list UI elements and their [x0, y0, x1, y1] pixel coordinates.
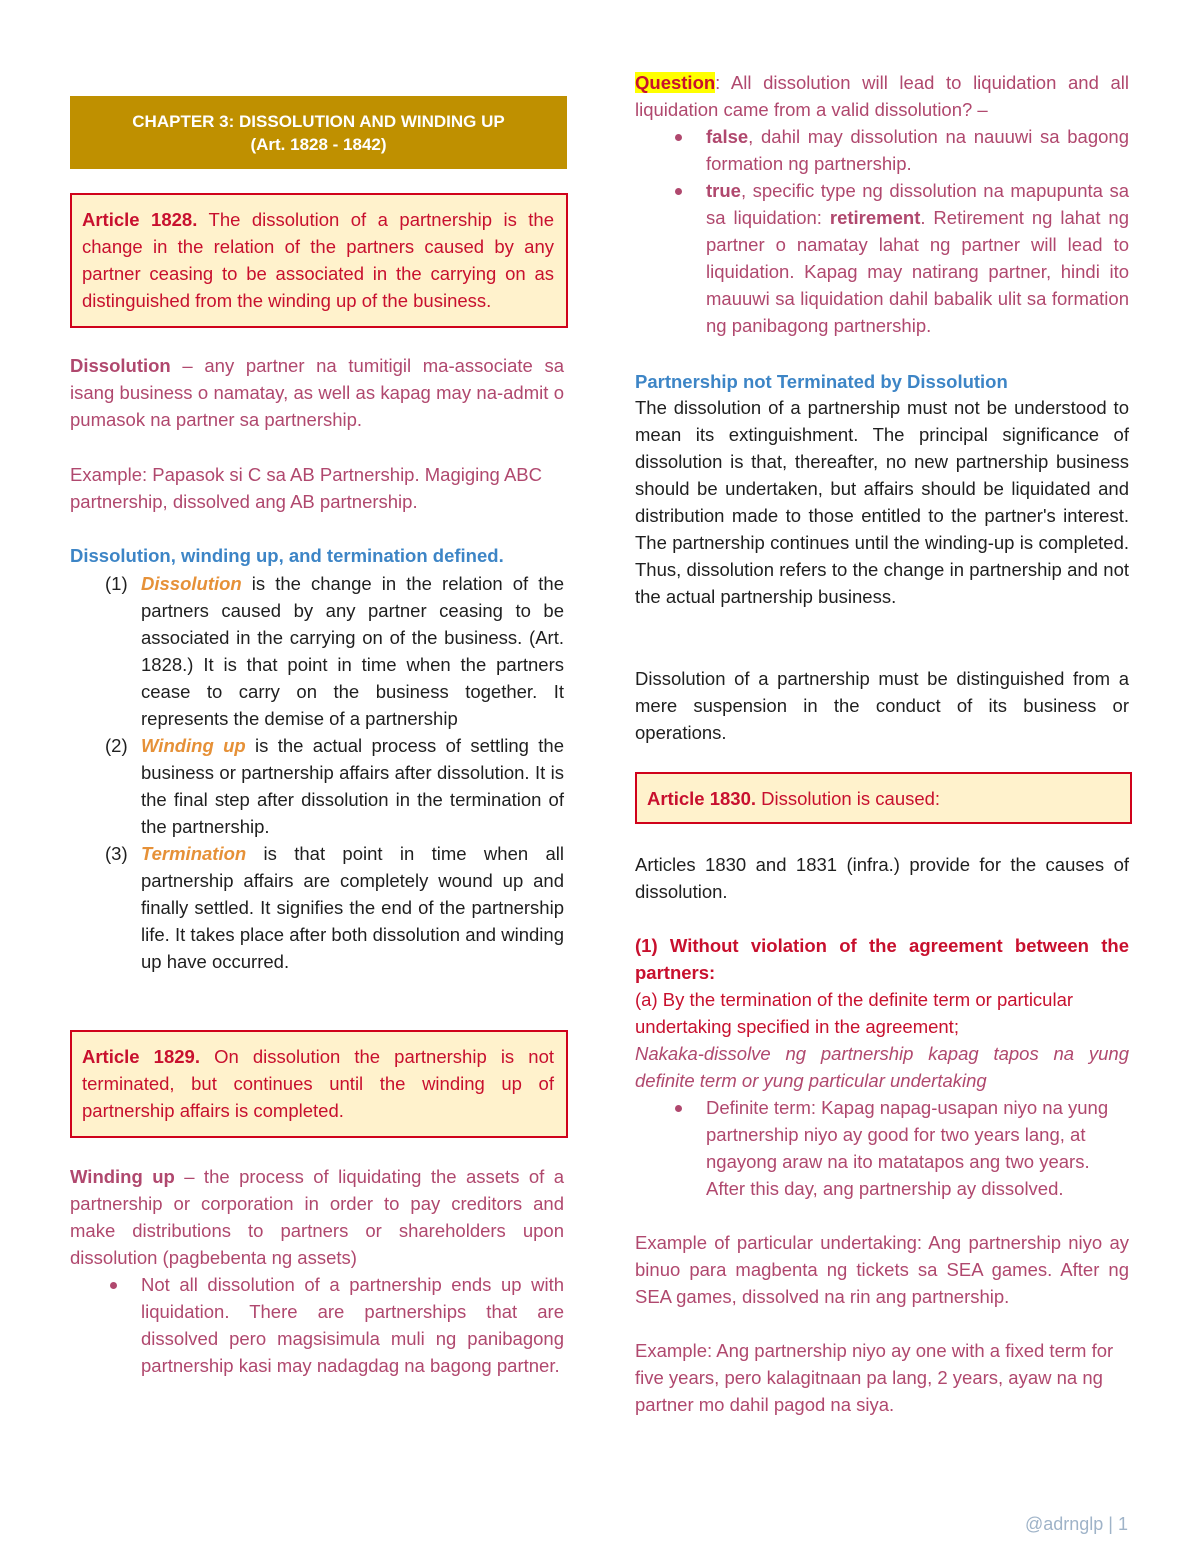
defined-heading: Dissolution, winding up, and termination defined. — [70, 545, 504, 566]
list-item — [70, 570, 564, 732]
example-fixed-term: Example: Ang partnership niyo ay one with a fixed term for five years, pero kalagitnaan pa lang, 2 years, ayaw na ng partner mo dahil pagod na siya. — [635, 1340, 1114, 1415]
page-footer: @adrnglp | 1 — [1024, 1514, 1128, 1534]
answer-bold-2: retirement — [829, 207, 921, 228]
list-item — [635, 177, 1129, 339]
question-answers — [635, 123, 1129, 339]
dissolution-text: – any partner na tumitigil ma-associate sa isang business o namatay, as well as kapag may na-admit o pumasok na partner sa partnership. — [70, 355, 564, 430]
list-number: (3) — [105, 843, 128, 864]
article-1828-label: Article 1828. — [82, 209, 198, 230]
answer-bold: false — [706, 126, 749, 147]
answer-text: , specific type ng dissolution na mapupunta sa sa liquidation: — [706, 180, 1129, 228]
list-item: Definite term: Kapag napag-usapan niyo na yung partnership niyo ay good for two years lang, at ngayong araw na ito matatapos ang two years. After this day, ang partnership ay dissolved. — [635, 1094, 1129, 1202]
chapter-title: CHAPTER 3: DISSOLUTION AND WINDING UP — [132, 111, 505, 131]
causes-intro: Articles 1830 and 1831 (infra.) provide for the causes of dissolution. — [635, 854, 1129, 902]
list-text: is that point in time when all partnership affairs are completely wound up and finally settled. It signifies the end of the partnership life. It takes place after both dissolution and winding up have occurred. — [141, 843, 564, 972]
chapter-header — [70, 96, 567, 169]
dissolution-term: Dissolution — [70, 355, 171, 376]
list-term: Dissolution — [141, 573, 242, 594]
answer-bold: true — [706, 180, 741, 201]
defined-list — [70, 570, 564, 975]
list-item — [70, 840, 564, 975]
question-text: : All dissolution will lead to liquidation and all liquidation came from a valid dissolution? – — [635, 72, 1129, 120]
article-1830-label: Article 1830. — [647, 788, 757, 809]
cause-1-bullets — [635, 1094, 1129, 1202]
example-particular-undertaking: Example of particular undertaking: Ang partnership niyo ay binuo para magbenta ng tickets sa SEA games. After ng SEA games, dissolved na rin ang partnership. — [635, 1232, 1129, 1307]
list-text: is the actual process of settling the business or partnership affairs after dissolution. It is the final step after dissolution in the termination of the partnership. — [141, 735, 564, 837]
cause-1-a-note: Nakaka-dissolve ng partnership kapag tapos na yung definite term or yung particular undertaking — [635, 1043, 1129, 1091]
list-term: Winding up — [141, 735, 246, 756]
not-terminated-heading: Partnership not Terminated by Dissolution — [635, 371, 1008, 392]
winding-up-text: – the process of liquidating the assets of a partnership or corporation in order to pay creditors and make distributions to partners or shareholders upon dissolution (pagbebenta ng assets) — [70, 1166, 565, 1268]
question-label: Question — [635, 72, 716, 93]
answer-text: , dahil may dissolution na nauuwi sa bagong formation ng partnership. — [706, 126, 1129, 174]
dissolution-definition — [70, 352, 564, 433]
article-1830-box — [635, 772, 1132, 824]
article-1829-label: Article 1829. — [82, 1046, 200, 1067]
not-terminated-p1: The dissolution of a partnership must not be understood to mean its extinguishment. The principal significance of dissolution is that, thereafter, no new partnership business should be undertaken, but affairs should be liquidated and distribution made to those entitled to the partner's interest. The partnership continues until the winding-up is completed. Thus, dissolution refers to the change in partnership and not the actual partnership business. — [635, 397, 1129, 607]
chapter-subtitle: (Art. 1828 - 1842) — [250, 134, 387, 154]
list-term: Termination — [141, 843, 247, 864]
list-item — [70, 732, 564, 840]
not-terminated-p2: Dissolution of a partnership must be distinguished from a mere suspension in the conduct of its business or operations. — [635, 668, 1129, 743]
winding-up-definition — [70, 1163, 564, 1379]
list-item — [635, 123, 1129, 177]
article-1830-text: Dissolution is caused: — [761, 788, 941, 809]
list-item: Not all dissolution of a partnership ends up with liquidation. There are partnerships that are dissolved pero magsisimula muli ng panibagong partnership kasi may nadagdag na bagong partner. — [70, 1271, 564, 1379]
winding-up-bullets — [70, 1271, 564, 1379]
article-1829-box — [70, 1030, 568, 1138]
cause-1-a: (a) By the termination of the definite term or particular undertaking specified in the agreement; — [635, 989, 1074, 1037]
winding-up-term: Winding up — [70, 1166, 175, 1187]
cause-1-heading: (1) Without violation of the agreement between the partners: — [635, 935, 1129, 983]
answer-text-2: . Retirement ng lahat ng partner o namatay lahat ng partner will lead to liquidation. Kapag may natirang partner, hindi ito mauuwi sa liquidation dahil babalik ulit sa formation ng panibagong partnership. — [706, 207, 1129, 336]
question-block — [635, 69, 1129, 339]
example-ab-partnership: Example: Papasok si C sa AB Partnership. Magiging ABC partnership, dissolved ang AB partnership. — [70, 464, 542, 512]
list-number: (1) — [105, 573, 128, 594]
article-1828-box — [70, 193, 568, 328]
article-1828-text: The dissolution of a partnership is the change in the relation of the partners caused by any partner ceasing to be associated in the carrying on as distinguished from the winding up of the business. — [82, 209, 555, 311]
list-number: (2) — [105, 735, 128, 756]
article-1829-text: On dissolution the partnership is not terminated, but continues until the winding up of partnership affairs is completed. — [82, 1046, 554, 1121]
list-text: is the change in the relation of the partners caused by any partner ceasing to be associated in the carrying on of the business. (Art. 1828.) It is that point in time when the partners cease to carry on the business together. It represents the demise of a partnership — [141, 573, 564, 729]
